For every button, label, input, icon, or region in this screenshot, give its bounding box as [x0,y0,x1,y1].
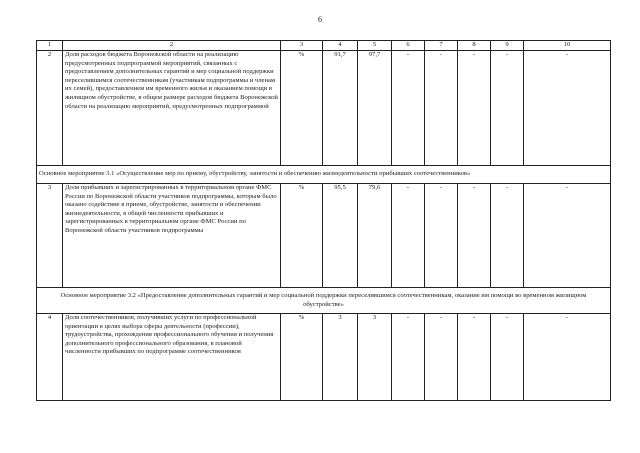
row-number: 3 [37,184,63,288]
value-cell: - [392,51,425,166]
value-cell: - [491,184,524,288]
header-cell: 3 [281,41,323,51]
indicator-description: Доля прибывших и зарегистрированных в территориальном органе ФМС России по Воронежской области участников подпрограммы, которым было оказано содействие в приеме, обустройстве, занятости и обеспечении жизнедеятельности, в общей численности прибывших и зарегистрированных в территориальном органе ФМС России по Воронежской области участников подпрограммы [63,184,281,288]
value-cell: 3 [358,314,392,401]
value-cell: - [392,314,425,401]
table-row [37,314,611,401]
indicator-description: Доля расходов бюджета Воронежской области на реализацию предусмотренных подпрограммой мероприятий, связанных с предоставлением дополнительных гарантий и мер социальной поддержки переселившимся соотечественникам (участникам подпрограммы и членам их семей), предоставлением им временного жилья и оказанием помощи в жилищном обустройстве, в общем размере расходов бюджета Воронежской области на реализацию мероприятий, предусмотренных подпрограммой [63,51,281,166]
unit-cell: % [281,314,323,401]
value-cell: - [458,51,491,166]
value-cell: 91,7 [323,51,358,166]
value-cell: 3 [323,314,358,401]
header-cell: 8 [458,41,491,51]
section-row [37,288,611,314]
section-row [37,166,611,184]
table-row [37,184,611,288]
header-cell: 1 [37,41,63,51]
value-cell: - [392,184,425,288]
header-cell: 10 [524,41,611,51]
section-title: Основное мероприятие 3.2 «Предоставление дополнительных гарантий и мер социальной поддержки переселившимся соотечественникам, оказание им помощи во временном жилищном обустройстве» [37,288,611,314]
unit-cell: % [281,51,323,166]
header-cell: 7 [425,41,458,51]
section-title: Основное мероприятие 3.1 «Осуществление мер по приему, обустройству, занятости и обеспечению жизнедеятельности прибывших соотечественников» [37,166,611,184]
value-cell: - [524,51,611,166]
indicator-description: Доля соотечественников, получивших услуги по профессиональной ориентации в целях выбора сферы деятельности (профессии), трудоустройства, прохождения профессионального обучения и получения дополнительного профессионального образования, в плановой численности прибывших по подпрограмме соотечественников [63,314,281,401]
value-cell: 79,6 [358,184,392,288]
unit-cell: % [281,184,323,288]
indicators-table [36,40,611,401]
value-cell: - [491,51,524,166]
header-cell: 2 [63,41,281,51]
page-number: 6 [318,15,322,24]
header-cell: 4 [323,41,358,51]
table-row [37,51,611,166]
value-cell: - [425,51,458,166]
value-cell: - [458,314,491,401]
row-number: 4 [37,314,63,401]
value-cell: 95,5 [323,184,358,288]
value-cell: - [491,314,524,401]
value-cell: - [458,184,491,288]
value-cell: - [425,314,458,401]
value-cell: - [524,314,611,401]
value-cell: - [425,184,458,288]
value-cell: - [524,184,611,288]
row-number: 2 [37,51,63,166]
header-cell: 9 [491,41,524,51]
header-cell: 5 [358,41,392,51]
header-cell: 6 [392,41,425,51]
table-header-row [37,41,611,51]
value-cell: 97,7 [358,51,392,166]
